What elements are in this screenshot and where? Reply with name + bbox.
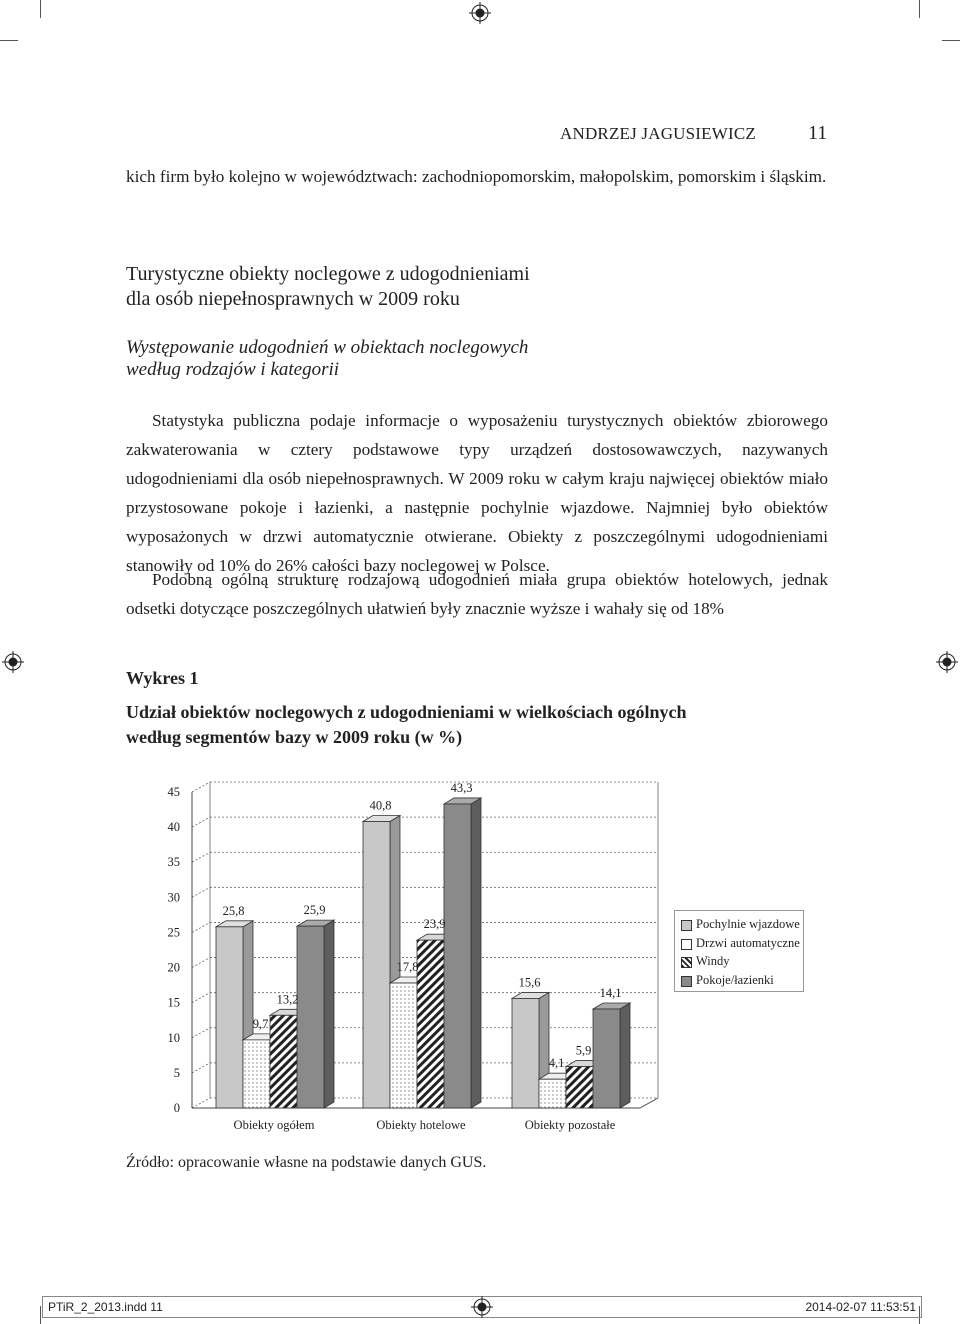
bar bbox=[539, 1079, 566, 1108]
crop-mark bbox=[0, 40, 18, 41]
legend-swatch bbox=[681, 939, 692, 950]
data-label: 15,6 bbox=[518, 975, 541, 990]
registration-mark-icon bbox=[2, 651, 24, 673]
bar-side bbox=[620, 1003, 630, 1108]
y-tick-label: 10 bbox=[167, 1030, 180, 1045]
legend-label: Pochylnie wjazdowe bbox=[696, 917, 800, 931]
y-tick-label: 0 bbox=[173, 1101, 180, 1115]
y-tick-label: 20 bbox=[167, 960, 180, 975]
bar-chart bbox=[140, 758, 670, 1143]
gridline-depth bbox=[192, 817, 210, 827]
data-label: 23,9 bbox=[423, 917, 446, 932]
gridline-depth bbox=[192, 782, 210, 792]
data-label: 13,2 bbox=[276, 992, 299, 1007]
page-number: 11 bbox=[808, 122, 828, 144]
y-tick-label: 45 bbox=[167, 785, 180, 799]
section-title-line: Turystyczne obiekty noclegowe z udogodnieniami bbox=[126, 263, 530, 285]
bar bbox=[363, 821, 390, 1108]
legend-item bbox=[681, 936, 800, 952]
y-tick-label: 35 bbox=[167, 855, 180, 870]
figure-title bbox=[126, 700, 846, 750]
bar bbox=[390, 983, 417, 1108]
legend-swatch bbox=[681, 957, 692, 968]
y-tick-label: 15 bbox=[167, 995, 180, 1010]
crop-mark bbox=[942, 40, 960, 41]
registration-mark-icon bbox=[469, 2, 491, 24]
section-subtitle-line: Występowanie udogodnień w obiektach noclegowych bbox=[126, 337, 529, 358]
x-tick-label: Obiekty hotelowe bbox=[376, 1118, 466, 1132]
body-paragraph: Podobną ogólną strukturę rodzajową udogodnień miała grupa obiektów hotelowych, jednak odsetki dotyczące poszczególnych ułatwień były znacznie wyższe i wahały się od 18% bbox=[126, 570, 828, 618]
bar bbox=[297, 926, 324, 1108]
section-subtitle bbox=[126, 337, 846, 381]
legend-swatch bbox=[681, 920, 692, 931]
data-label: 9,7 bbox=[252, 1016, 269, 1031]
registration-mark-icon bbox=[471, 1296, 493, 1318]
data-label: 14,1 bbox=[599, 985, 622, 1000]
bar bbox=[216, 927, 243, 1108]
data-label: 5,9 bbox=[575, 1043, 592, 1058]
slug-date: 2014-02-07 11:53:51 bbox=[805, 1300, 916, 1314]
data-label: 43,3 bbox=[450, 780, 473, 795]
legend-label: Pokoje/łazienki bbox=[696, 973, 774, 987]
gridline-depth bbox=[192, 1063, 210, 1073]
crop-mark bbox=[919, 0, 920, 18]
running-header-author: ANDRZEJ JAGUSIEWICZ bbox=[560, 124, 756, 143]
slug-filename: PTiR_2_2013.indd 11 bbox=[48, 1300, 163, 1314]
legend-item bbox=[681, 917, 800, 933]
section-title bbox=[126, 262, 846, 312]
body-paragraph: Statystyka publiczna podaje informacje o wyposażeniu turystycznych obiektów zbiorowego zakwaterowania w cztery podstawowe typy urządzeń dostosowawczych, nazywanych udogodnieniami dla osób niepełnosprawnych. W 2009 roku w całym kraju najwięcej obiektów miało przystosowane pokoje i łazienki, a następnie pochylnie wjazdowe. Najmniej było obiektów wyposażonych w drzwi automatycznie otwierane. Obiekty z poszczególnymi udogodnieniami stanowiły od 10% do 26% całości bazy noclegowej w Polsce. bbox=[126, 411, 828, 575]
legend-label: Drzwi automatyczne bbox=[696, 936, 800, 950]
section-subtitle-line: według rodzajów i kategorii bbox=[126, 359, 340, 380]
x-tick-label: Obiekty ogółem bbox=[233, 1118, 315, 1132]
bar bbox=[270, 1015, 297, 1108]
y-tick-label: 40 bbox=[167, 820, 180, 835]
gridline-depth bbox=[192, 958, 210, 968]
section-title-line: dla osób niepełnosprawnych w 2009 roku bbox=[126, 288, 460, 310]
legend-item bbox=[681, 973, 774, 989]
data-label: 25,9 bbox=[303, 903, 326, 918]
gridline-depth bbox=[192, 852, 210, 862]
crop-mark bbox=[40, 0, 41, 18]
legend-swatch bbox=[681, 976, 692, 987]
gridline-depth bbox=[192, 887, 210, 897]
data-label: 17,8 bbox=[396, 960, 419, 975]
chart-legend bbox=[674, 910, 804, 992]
y-tick-label: 25 bbox=[167, 925, 180, 940]
bar bbox=[566, 1067, 593, 1108]
y-tick-label: 5 bbox=[173, 1065, 180, 1080]
bar bbox=[593, 1009, 620, 1108]
print-slug bbox=[42, 1296, 922, 1318]
data-label: 40,8 bbox=[369, 798, 392, 813]
legend-item bbox=[681, 954, 730, 970]
registration-mark-icon bbox=[936, 651, 958, 673]
chart-bars bbox=[216, 798, 630, 1108]
bar bbox=[512, 998, 539, 1108]
gridline-depth bbox=[192, 922, 210, 932]
gridline-depth bbox=[192, 1028, 210, 1038]
intro-paragraph: kich firm było kolejno w województwach: zachodniopomorskim, małopolskim, pomorskim i śląskim. bbox=[126, 167, 827, 186]
figure-number: Wykres 1 bbox=[126, 668, 199, 688]
figure-source: Źródło: opracowanie własne na podstawie danych GUS. bbox=[126, 1154, 487, 1171]
bar bbox=[444, 804, 471, 1108]
gridline-depth bbox=[192, 1098, 210, 1108]
data-label: 25,8 bbox=[222, 903, 245, 918]
x-axis-depth bbox=[640, 1098, 658, 1108]
figure-title-line: Udział obiektów noclegowych z udogodnieniami w wielkościach ogólnych bbox=[126, 702, 687, 722]
bar bbox=[417, 940, 444, 1108]
bar-side bbox=[324, 920, 334, 1108]
crop-mark bbox=[40, 1306, 41, 1324]
legend-label: Windy bbox=[696, 954, 730, 968]
y-tick-label: 30 bbox=[167, 890, 180, 905]
bar bbox=[243, 1040, 270, 1108]
data-label: 4,1 bbox=[548, 1056, 565, 1071]
x-tick-label: Obiekty pozostałe bbox=[524, 1118, 616, 1132]
bar-side bbox=[471, 798, 481, 1108]
figure-title-line: według segmentów bazy w 2009 roku (w %) bbox=[126, 727, 463, 747]
gridline-depth bbox=[192, 993, 210, 1003]
